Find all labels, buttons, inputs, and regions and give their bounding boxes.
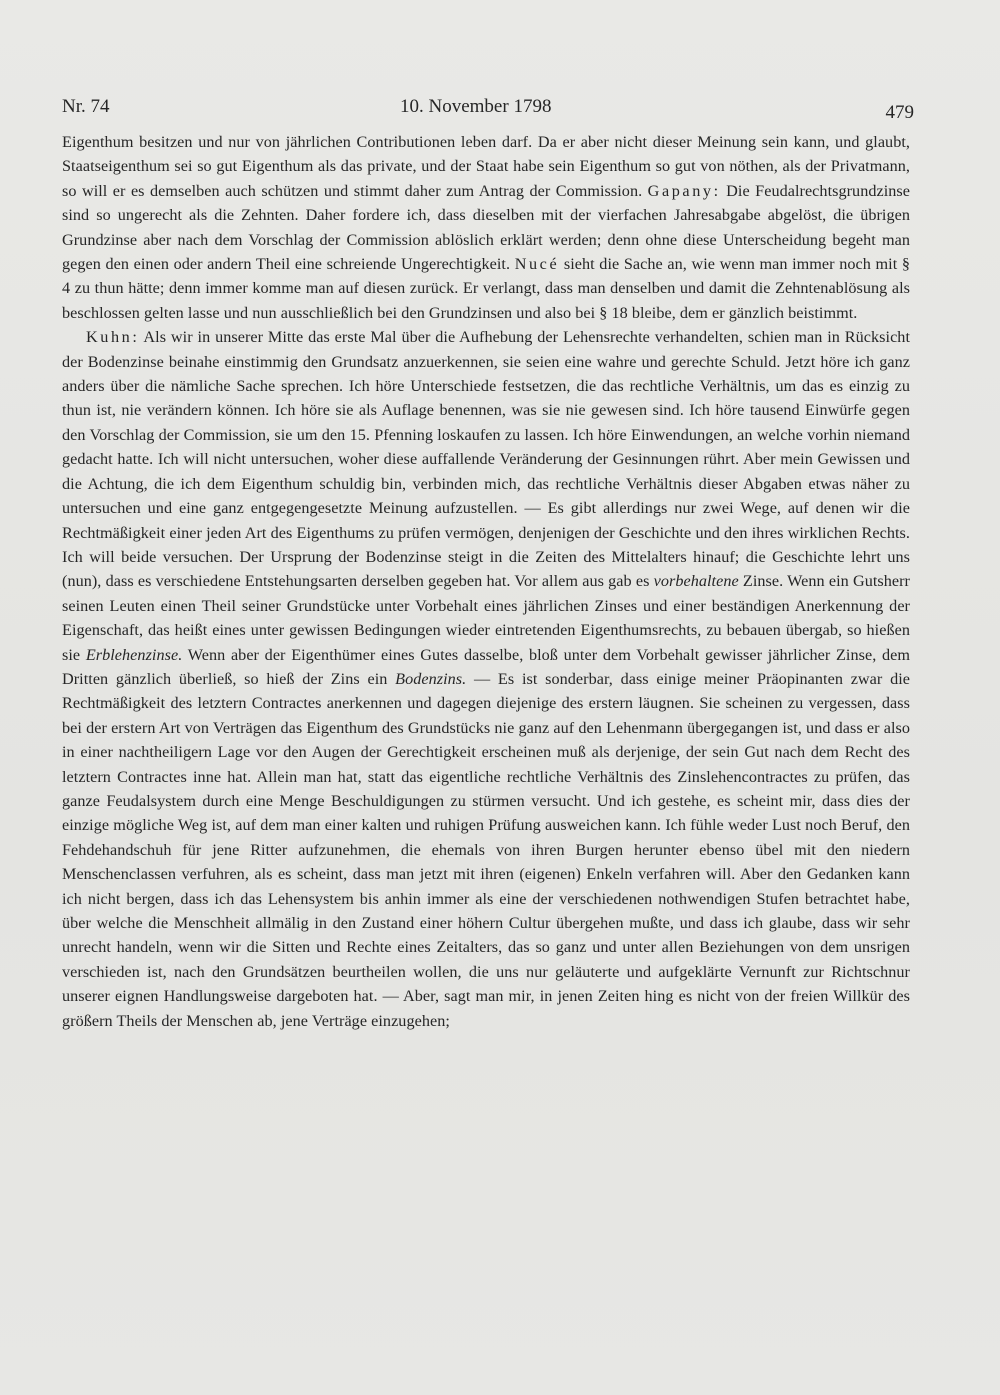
- page-header: [62, 96, 914, 122]
- paragraph: [62, 130, 910, 325]
- page-number: 479: [885, 102, 914, 123]
- text-run: Als wir in unserer Mitte das erste Mal über die Aufhebung der Lehensrechte verhandelten, schien man in Rücksicht der Bodenzinse beinahe einstimmig den Grundsatz anzuerkennen, sie seien eine wahre und gerechte Schuld. Jetzt höre ich ganz anders über die nämliche Sache sprechen. Ich höre Unterschiede festsetzen, die das rechtliche Verhältnis, um das es einzig zu thun ist, nie verändern können. Ich höre sie als Auflage benennen, was sie nie gewesen sind. Ich höre tausend Einwürfe gegen den Vorschlag der Commission, sie um den 15. Pfenning loskaufen zu lassen. Ich höre Einwendungen, an welche vorhin niemand gedacht hatte. Ich will nicht untersuchen, woher diese auffallende Veränderung der Gesinnungen rührt. Aber mein Gewissen und die Achtung, die ich dem Eigenthum schuldig bin, verbinden mich, das rechtliche Verhältnis dieser Abgaben etwas näher zu untersuchen und eine ganz entgegengesetzte Meinung aufzustellen. — Es gibt allerdings nur zwei Wege, auf denen wir die Rechtmäßigkeit einer jeden Art des Eigenthums zu prüfen vermögen, denjenigen der Geschichte und den ihres wirklichen Rechts. Ich will beide versuchen. Der Ursprung der Bodenzinse steigt in die Zeiten des Mittelalters hinauf; die Geschichte lehrt uns (nun), dass es verschiedene Entstehungsarten derselben gegeben hat. Vor allem aus gab es: [62, 328, 910, 591]
- body-text: [62, 130, 910, 1033]
- emphasis: vorbehaltene: [653, 572, 739, 591]
- document-date: 10. November 1798: [400, 96, 552, 117]
- speaker-name: Nucé: [514, 255, 560, 274]
- emphasis: Erblehenzinse.: [85, 645, 183, 664]
- speaker-name: Kuhn:: [86, 328, 140, 347]
- text-run: Wenn aber der Eigenthümer eines Gutes dasselbe, bloß unter dem Vorbehalt gewisser jährlicher Zinse, dem Dritten gänzlich überließ, so hieß der Zins ein: [62, 645, 910, 688]
- text-run: Zinse. Wenn ein Gutsherr seinen Leuten einen Theil seiner Grundstücke unter Vorbehalt eines jährlichen Zinses und einer beständigen Anerkennung der Eigenschaft, das heißt eines unter gewissen Bedingungen wieder eintretenden Eigenthumsrechts, zu bebauen übergab, so hießen sie: [62, 572, 910, 664]
- text-run: sieht die Sache an, wie wenn man immer noch mit § 4 zu thun hätte; denn immer komme man auf diesen zurück. Er verlangt, dass man denselben und damit die Zehntenablösung als beschlossen gelten lasse und nun ausschließlich bei den Grundzinsen und also bei § 18 bleibe, dem er gänzlich beistimmt.: [62, 255, 911, 322]
- emphasis: Bodenzins.: [395, 669, 467, 688]
- document-number: Nr. 74: [62, 96, 110, 117]
- text-run: Eigenthum besitzen und nur von jährlichen Contributionen leben darf. Da er aber nicht dieser Meinung sein kann, und glaubt, Staatseigenthum sei so gut Eigenthum als das private, und der Staat habe sein Eigenthum so gut von nöthen, als der Privatmann, so will er es demselben auch schützen und stimmt daher zum Antrag der Commission.: [62, 133, 910, 200]
- paragraph: [62, 325, 910, 1033]
- text-run: Die Feudalrechtsgrundzinse sind so ungerecht als die Zehnten. Daher fordere ich, dass dieselben mit der vierfachen Jahresabgabe abgelöst, die übrigen Grundzinse aber nach dem Vorschlag der Commission ablöslich erklärt werden; denn ohne diese Unterscheidung begeht man gegen den einen oder andern Theil eine schreiende Ungerechtigkeit.: [62, 181, 910, 274]
- speaker-name: Gapany:: [647, 181, 721, 200]
- text-run: — Es ist sonderbar, dass einige meiner Präopinanten zwar die Rechtmäßigkeit des letztern Contractes anerkennen und dagegen diejenige des erstern läugnen. Sie scheinen zu vergessen, dass bei der erstern Art von Verträgen das Eigenthum des Grundstücks nie ganz auf den Lehenmann übergegangen ist, und dass er also in einer nachtheiligern Lage vor den Augen der Gerechtigkeit erscheinen muß als derjenige, der sein Gut nach dem Recht des letztern Contractes inne hat. Allein man hat, statt das eigentliche rechtliche Verhältnis des Zinslehencontractes zu prüfen, das ganze Feudalsystem durch eine Menge Beschuldigungen zu stürmen versucht. Und ich gestehe, es scheint mir, dass dies der einzige mögliche Weg ist, auf dem man einer kalten und ruhigen Prüfung ausweichen kann. Ich fühle weder Lust noch Beruf, den Fehdehandschuh für jene Ritter aufzunehmen, die ehemals von ihren Burgen herunter ebenso übel mit den niedern Menschenclassen verfuhren, als es scheint, dass man jetzt mit ihren (eigenen) Enkeln verfahren will. Aber den Gedanken kann ich nicht bergen, dass ich das Lehensystem bis anhin immer als eine der verschiedenen nothwendigen Stufen betrachtet habe, über welche die Menschheit allmälig in den Zustand einer höhern Cultur übergehen mußte, und dass ich glaube, dass wir sehr unrecht handeln, wenn wir die Sitten und Rechte eines Zeitalters, das so ganz und unter allen Beziehungen von dem unsrigen verschieden ist, nach den Grundsätzen beurtheilen wollen, die uns nur geläuterte und aufgeklärte Vernunft zur Richtschnur unserer eignen Handlungsweise dargeboten hat. — Aber, sagt man mir, in jenen Zeiten hing es nicht von der freien Willkür des größern Theils der Menschen ab, jene Verträge einzugehen;: [62, 669, 911, 1030]
